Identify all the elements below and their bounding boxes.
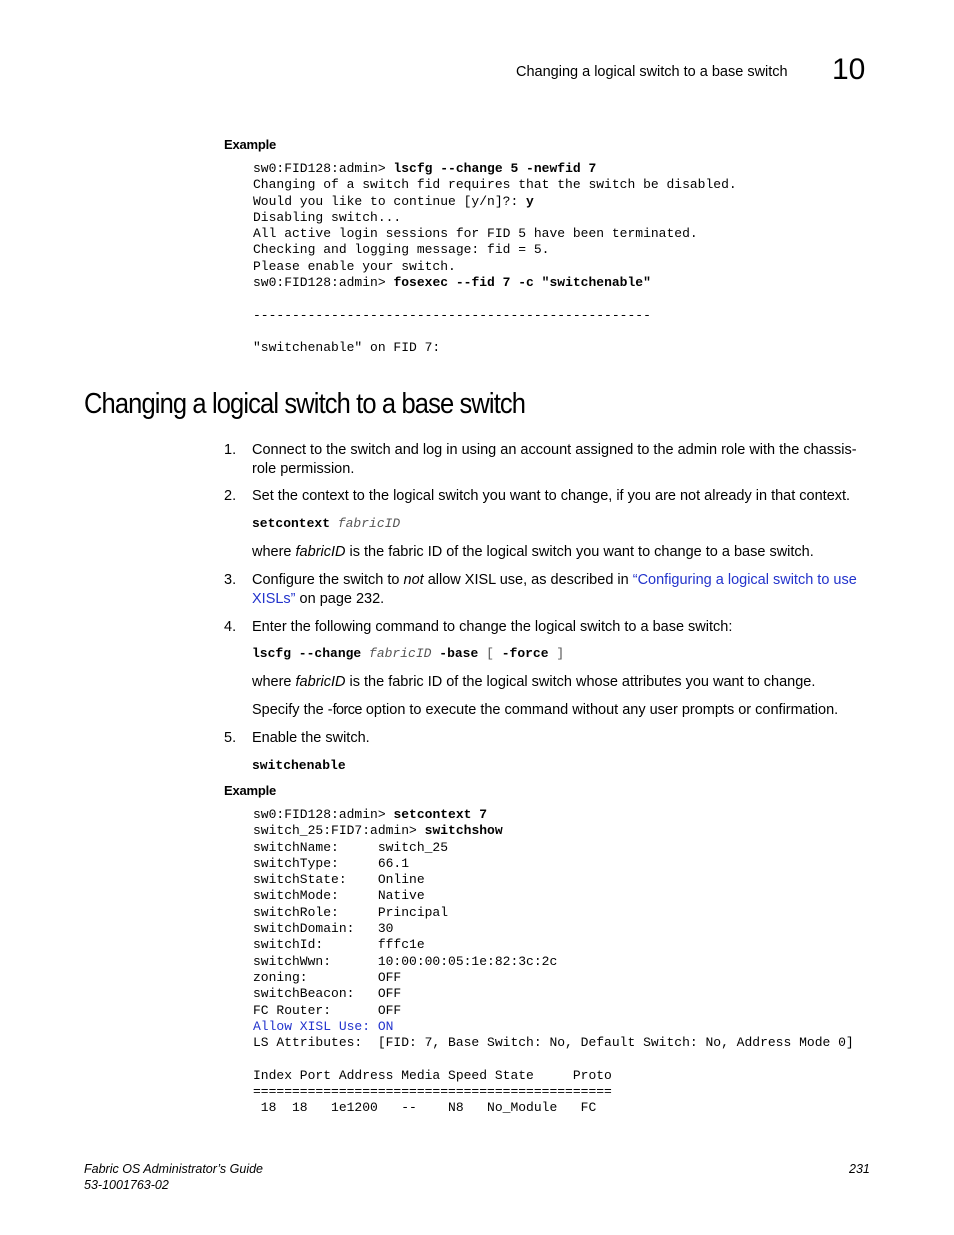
code-text: switchBeacon: OFF (253, 986, 402, 1002)
code-line (253, 840, 854, 856)
bracket: [ (486, 646, 494, 661)
code-line (253, 308, 737, 324)
code-line (253, 324, 737, 340)
code-text: FC Router: OFF (253, 1002, 402, 1018)
code-line (253, 242, 737, 258)
step-1-text: Connect to the switch and log in using an account assigned to the admin role with the chassis-role permission. (252, 442, 857, 477)
code-line (253, 259, 737, 275)
text-run-italic: fabricID (295, 674, 346, 690)
step-2-where-text (252, 543, 872, 562)
text-run: is the fabric ID of the logical switch whose attributes you want to change. (345, 674, 816, 690)
code-line (253, 970, 854, 986)
command-name: lscfg --change (252, 646, 362, 661)
code-line (253, 954, 854, 970)
code-text: Changing of a switch fid requires that the switch be disabled. (253, 177, 737, 193)
code-highlight: Allow XISL Use: ON (253, 1018, 394, 1034)
code-line (253, 1084, 854, 1100)
step-number: 1. (224, 442, 237, 458)
step-3-text (252, 571, 872, 609)
code-line (253, 856, 854, 872)
footer-book-title: Fabric OS Administrator’s Guide (84, 1162, 263, 1176)
code-line (253, 888, 854, 904)
code-line (253, 937, 854, 953)
code-block-example-1 (253, 161, 737, 357)
code-line (253, 986, 854, 1002)
code-text: Please enable your switch. (253, 258, 456, 274)
code-line (253, 210, 737, 226)
code-line (253, 340, 737, 356)
code-line (253, 161, 737, 177)
code-text: Disabling switch... (253, 209, 402, 225)
command-name: setcontext (252, 516, 331, 531)
code-line (253, 1019, 854, 1035)
running-header-title: Changing a logical switch to a base switch (516, 64, 788, 80)
code-text: All active login sessions for FID 5 have been terminated. (253, 226, 698, 242)
code-line (253, 807, 854, 823)
code-command: switchshow (424, 823, 503, 839)
command-argument: fabricID (337, 516, 401, 531)
text-run: on page 232. (295, 591, 385, 607)
code-text: switchId: fffc1e (253, 937, 425, 953)
code-line (253, 226, 737, 242)
code-line (253, 823, 854, 839)
setcontext-command (252, 516, 400, 531)
code-text: LS Attributes: [FID: 7, Base Switch: No, Default Switch: No, Address Mode 0] (253, 1035, 854, 1051)
code-line (253, 177, 737, 193)
text-run: where (252, 544, 296, 560)
bracket: ] (556, 646, 565, 661)
footer-doc-number: 53-1001763-02 (84, 1178, 169, 1192)
command-option: -base (439, 646, 479, 661)
text-run-italic: not (403, 572, 424, 588)
code-text: 18 18 1e1200 -- N8 No_Module FC (253, 1100, 597, 1116)
code-command: fosexec --fid 7 -c "switchenable" (393, 275, 651, 291)
step-number: 3. (224, 572, 237, 588)
code-text: sw0:FID128:admin> (253, 807, 394, 822)
code-line (253, 275, 737, 291)
code-command: y (526, 193, 534, 209)
step-number: 2. (224, 488, 237, 504)
text-run: option to execute the command without any user prompts or confirmation. (361, 702, 839, 718)
chapter-number: 10 (832, 53, 866, 86)
footer-page-number: 231 (849, 1162, 870, 1176)
code-text: switchRole: Principal (253, 904, 449, 920)
code-line (253, 1003, 854, 1019)
text-run: Configure the switch to (252, 572, 404, 588)
section-title: Changing a logical switch to a base switch (84, 388, 526, 420)
code-line (253, 872, 854, 888)
code-text: switchDomain: 30 (253, 921, 394, 937)
code-line (253, 1068, 854, 1084)
code-line (253, 1051, 854, 1067)
code-text: Checking and logging message: fid = 5. (253, 242, 550, 258)
switchenable-command (252, 758, 346, 773)
code-text: switchState: Online (253, 872, 425, 888)
code-text: switchMode: Native (253, 888, 425, 904)
code-line (253, 905, 854, 921)
code-text: sw0:FID128:admin> (253, 275, 394, 291)
code-text: --------------------------------------------------- (253, 307, 651, 323)
code-command: lscfg --change 5 -newfid 7 (393, 161, 597, 176)
code-text: switchName: switch_25 (253, 839, 449, 855)
text-run: where (252, 674, 296, 690)
code-block-example-2 (253, 807, 854, 1117)
text-run: allow XISL use, as described in (423, 572, 633, 588)
step-4-where-text (252, 673, 872, 692)
step-5-text: Enable the switch. (252, 730, 370, 746)
option-name: force (332, 702, 362, 718)
example-label: Example (224, 137, 277, 152)
code-line (253, 291, 737, 307)
command-argument: fabricID (369, 646, 432, 661)
text-run: is the fabric ID of the logical switch you want to change to a base switch. (345, 544, 814, 560)
example-label: Example (224, 783, 277, 798)
code-text: switchWwn: 10:00:00:05:1e:82:3c:2c (253, 953, 558, 969)
step-2-text: Set the context to the logical switch you want to change, if you are not already in that context. (252, 488, 851, 504)
code-line (253, 1035, 854, 1051)
code-text: switch_25:FID7:admin> (253, 823, 425, 839)
code-text: ============================================== (253, 1084, 612, 1100)
code-text: sw0:FID128:admin> (253, 161, 394, 176)
lscfg-command (252, 646, 564, 661)
step-number: 4. (224, 619, 237, 635)
text-run-italic: fabricID (295, 544, 346, 560)
code-text: zoning: OFF (253, 969, 402, 985)
code-text: Index Port Address Media Speed State Proto (253, 1067, 612, 1083)
code-text: "switchenable" on FID 7: (253, 340, 441, 356)
code-line (253, 194, 737, 210)
code-text: Would you like to continue [y/n]?: (253, 193, 527, 209)
cross-reference-link[interactable]: “Configuring a logical switch to use XISLs” (252, 572, 857, 607)
step-4-specify-text (252, 701, 872, 720)
code-line (253, 921, 854, 937)
command-name: switchenable (252, 758, 346, 773)
step-number: 5. (224, 730, 237, 746)
code-line (253, 1100, 854, 1116)
code-text: switchType: 66.1 (253, 855, 410, 871)
text-run: Specify the - (252, 702, 333, 718)
command-option: -force (501, 646, 549, 661)
code-command: setcontext 7 (393, 807, 488, 822)
step-4-text: Enter the following command to change the logical switch to a base switch: (252, 619, 733, 635)
